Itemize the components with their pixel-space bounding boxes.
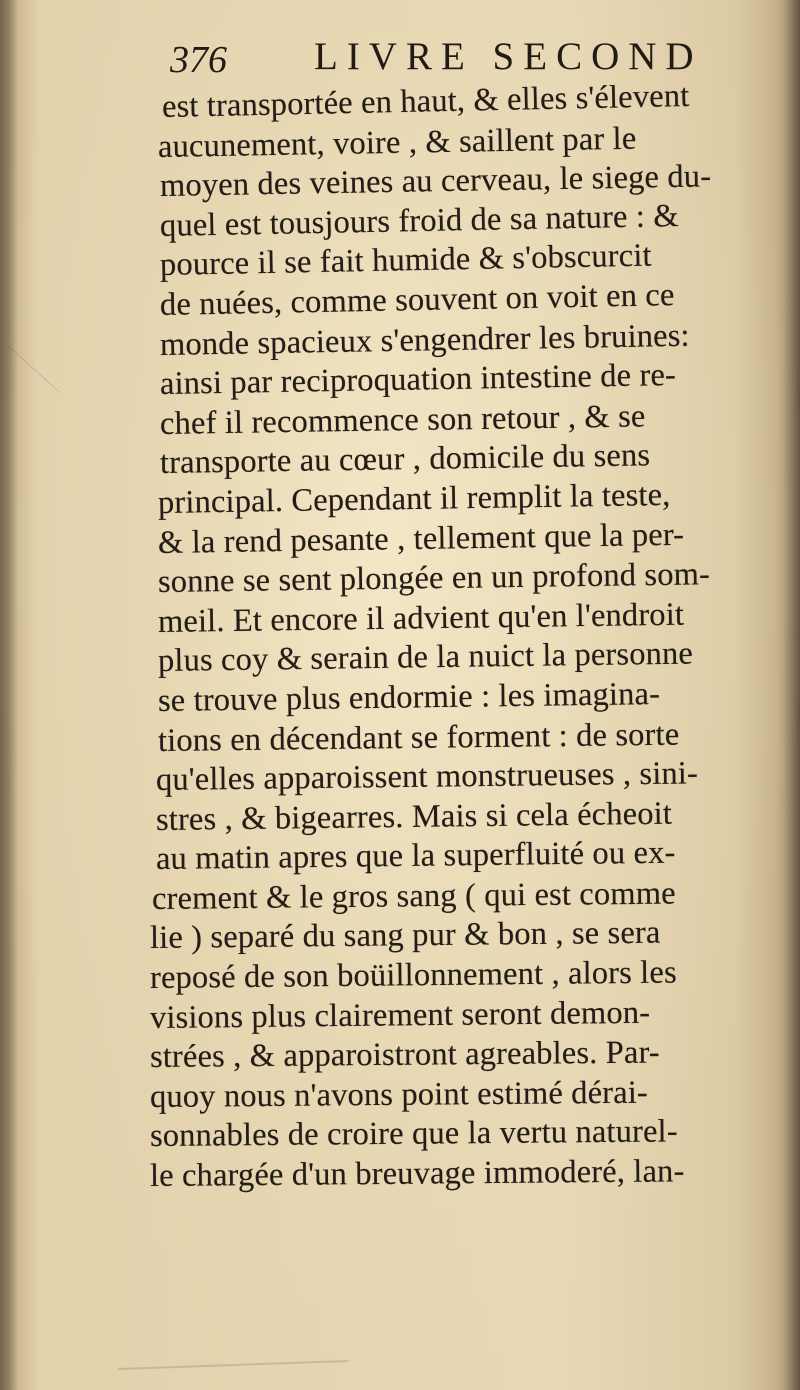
text-line: principal. Cependant il remplit la teste, bbox=[157, 476, 671, 521]
text-line: lie ) separé du sang pur & bon , se sera bbox=[149, 915, 661, 957]
text-line: chef il recommence son retour , & se bbox=[159, 398, 646, 442]
text-line: est transportée en haut, & elles s'élevent bbox=[161, 77, 690, 125]
text-line: plus coy & serain de la nuict la personne bbox=[157, 635, 694, 680]
text-line: tions en décendant se forment : de sorte bbox=[157, 716, 680, 759]
left-margin-pencil-mark bbox=[6, 323, 79, 393]
text-line: meil. Et encore il advient qu'en l'endroit bbox=[157, 596, 685, 640]
text-line: aucunement, voire , & saillent par le bbox=[157, 120, 637, 165]
text-line: ainsi par reciproquation intestine de re- bbox=[159, 357, 677, 403]
text-line: reposé de son boüillonnement , alors les bbox=[149, 954, 677, 997]
text-line: pource il se fait humide & s'obscurcit bbox=[159, 237, 652, 284]
text-line: & la rend pesante , tellement que la per- bbox=[157, 516, 685, 561]
text-line: quoy nous n'avons point estimé dérai- bbox=[149, 1074, 649, 1115]
text-line: strées , & apparoistront agreables. Par- bbox=[149, 1034, 660, 1076]
text-line: sonne se sent plongée en un profond som- bbox=[157, 556, 711, 601]
text-line: au matin apres que la superfluité ou ex- bbox=[155, 834, 676, 878]
text-line: visions plus clairement seront demon- bbox=[149, 994, 651, 1036]
body-text bbox=[142, 77, 782, 1348]
text-line: quel est tousjours froid de sa nature : & bbox=[159, 197, 680, 244]
text-line: transporte au cœur , domicile du sens bbox=[159, 437, 651, 482]
text-line: stres , & bigearres. Mais si cela écheoit bbox=[155, 795, 673, 838]
text-line: qu'elles apparoissent monstrueuses , sini- bbox=[155, 755, 699, 799]
text-line: sonnables de croire que la vertu naturel- bbox=[149, 1113, 678, 1155]
text-line: crement & le gros sang ( qui est comme bbox=[151, 875, 676, 917]
text-line: moyen des veines au cerveau, le siege du- bbox=[159, 158, 712, 205]
text-line: se trouve plus endormie : les imagina- bbox=[157, 675, 661, 719]
text-line: monde spacieux s'engendrer les bruines: bbox=[159, 317, 690, 363]
text-line: de nuées, comme souvent on voit en ce bbox=[159, 277, 675, 323]
running-title: LIVRE SECOND bbox=[314, 35, 703, 78]
page-number: 376 bbox=[170, 39, 227, 81]
bottom-margin-pencil-mark bbox=[118, 1360, 348, 1370]
text-line: le chargée d'un breuvage immoderé, lan- bbox=[149, 1153, 685, 1195]
